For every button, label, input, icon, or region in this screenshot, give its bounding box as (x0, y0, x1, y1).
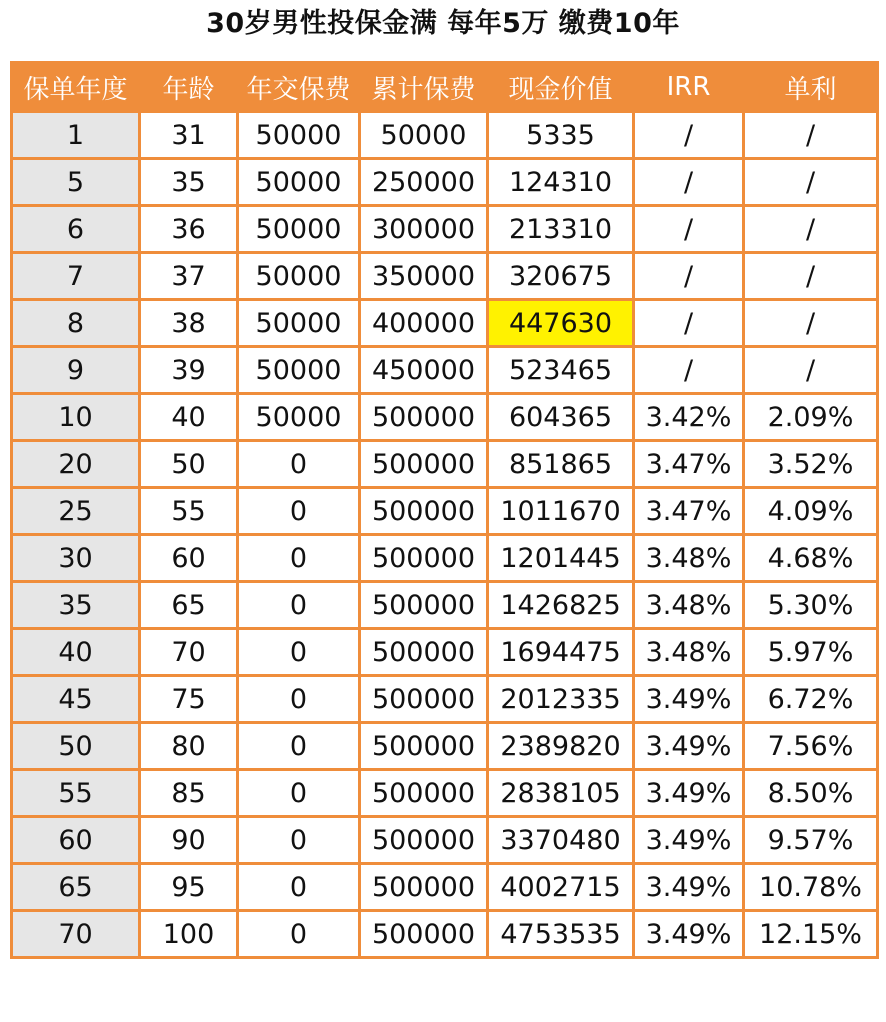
cumulative-premium-cell: 300000 (360, 206, 488, 253)
table-row (12, 394, 878, 441)
table-row (12, 535, 878, 582)
policy-year-cell: 20 (12, 441, 140, 488)
simple-interest-cell: 5.97% (744, 629, 878, 676)
age-cell: 80 (140, 723, 238, 770)
table-row (12, 723, 878, 770)
policy-year-cell: 45 (12, 676, 140, 723)
policy-year-cell: 8 (12, 300, 140, 347)
simple-interest-cell: / (744, 206, 878, 253)
simple-interest-cell: / (744, 112, 878, 159)
irr-cell: / (634, 300, 744, 347)
age-cell: 70 (140, 629, 238, 676)
column-header-policy-year: 保单年度 (12, 63, 140, 112)
column-header-age: 年龄 (140, 63, 238, 112)
cash-value-cell: 2012335 (488, 676, 634, 723)
policy-year-cell: 1 (12, 112, 140, 159)
irr-cell: 3.49% (634, 723, 744, 770)
cash-value-cell: 1694475 (488, 629, 634, 676)
column-header-simple-interest: 单利 (744, 63, 878, 112)
cumulative-premium-cell: 500000 (360, 770, 488, 817)
table-row (12, 206, 878, 253)
irr-cell: 3.42% (634, 394, 744, 441)
annual-premium-cell: 50000 (238, 394, 360, 441)
irr-cell: 3.48% (634, 535, 744, 582)
irr-cell: 3.47% (634, 488, 744, 535)
cumulative-premium-cell: 500000 (360, 441, 488, 488)
cumulative-premium-cell: 500000 (360, 817, 488, 864)
policy-year-cell: 25 (12, 488, 140, 535)
age-cell: 38 (140, 300, 238, 347)
age-cell: 100 (140, 911, 238, 958)
cumulative-premium-cell: 500000 (360, 582, 488, 629)
cash-value-cell: 2389820 (488, 723, 634, 770)
irr-cell: 3.48% (634, 629, 744, 676)
annual-premium-cell: 50000 (238, 159, 360, 206)
age-cell: 39 (140, 347, 238, 394)
annual-premium-cell: 0 (238, 723, 360, 770)
cumulative-premium-cell: 500000 (360, 629, 488, 676)
age-cell: 36 (140, 206, 238, 253)
policy-year-cell: 9 (12, 347, 140, 394)
annual-premium-cell: 0 (238, 582, 360, 629)
policy-year-cell: 30 (12, 535, 140, 582)
irr-cell: 3.49% (634, 770, 744, 817)
cumulative-premium-cell: 500000 (360, 488, 488, 535)
cumulative-premium-cell: 500000 (360, 535, 488, 582)
policy-year-cell: 35 (12, 582, 140, 629)
simple-interest-cell: 5.30% (744, 582, 878, 629)
age-cell: 40 (140, 394, 238, 441)
table-row (12, 629, 878, 676)
irr-cell: 3.49% (634, 911, 744, 958)
table-row (12, 441, 878, 488)
policy-year-cell: 40 (12, 629, 140, 676)
policy-year-cell: 7 (12, 253, 140, 300)
cash-value-cell: 604365 (488, 394, 634, 441)
cumulative-premium-cell: 500000 (360, 911, 488, 958)
annual-premium-cell: 0 (238, 817, 360, 864)
irr-cell: / (634, 206, 744, 253)
table-row (12, 770, 878, 817)
table-header-row (12, 63, 878, 112)
cash-value-cell: 1201445 (488, 535, 634, 582)
cumulative-premium-cell: 500000 (360, 676, 488, 723)
cash-value-cell: 447630 (488, 300, 634, 347)
age-cell: 90 (140, 817, 238, 864)
annual-premium-cell: 0 (238, 629, 360, 676)
irr-cell: / (634, 112, 744, 159)
irr-cell: / (634, 253, 744, 300)
irr-cell: 3.48% (634, 582, 744, 629)
annual-premium-cell: 50000 (238, 347, 360, 394)
age-cell: 95 (140, 864, 238, 911)
policy-year-cell: 55 (12, 770, 140, 817)
cumulative-premium-cell: 400000 (360, 300, 488, 347)
cumulative-premium-cell: 250000 (360, 159, 488, 206)
table-row (12, 864, 878, 911)
age-cell: 35 (140, 159, 238, 206)
column-header-cumulative-premium: 累计保费 (360, 63, 488, 112)
table-row (12, 347, 878, 394)
annual-premium-cell: 50000 (238, 253, 360, 300)
column-header-cash-value: 现金价值 (488, 63, 634, 112)
cumulative-premium-cell: 450000 (360, 347, 488, 394)
simple-interest-cell: 12.15% (744, 911, 878, 958)
cumulative-premium-cell: 500000 (360, 394, 488, 441)
table-row (12, 159, 878, 206)
table-row (12, 300, 878, 347)
age-cell: 31 (140, 112, 238, 159)
simple-interest-cell: 2.09% (744, 394, 878, 441)
table-row (12, 817, 878, 864)
simple-interest-cell: / (744, 300, 878, 347)
irr-cell: 3.49% (634, 817, 744, 864)
cash-value-cell: 4753535 (488, 911, 634, 958)
cash-value-cell: 523465 (488, 347, 634, 394)
simple-interest-cell: / (744, 253, 878, 300)
page-title: 30岁男性投保金满 每年5万 缴费10年 (206, 8, 680, 39)
cash-value-cell: 320675 (488, 253, 634, 300)
table-row (12, 488, 878, 535)
age-cell: 60 (140, 535, 238, 582)
simple-interest-cell: 9.57% (744, 817, 878, 864)
cash-value-cell: 3370480 (488, 817, 634, 864)
simple-interest-cell: 6.72% (744, 676, 878, 723)
table-row (12, 676, 878, 723)
age-cell: 50 (140, 441, 238, 488)
policy-year-cell: 65 (12, 864, 140, 911)
age-cell: 37 (140, 253, 238, 300)
cash-value-cell: 851865 (488, 441, 634, 488)
annual-premium-cell: 50000 (238, 112, 360, 159)
simple-interest-cell: 4.09% (744, 488, 878, 535)
annual-premium-cell: 0 (238, 911, 360, 958)
irr-cell: 3.49% (634, 676, 744, 723)
policy-year-cell: 5 (12, 159, 140, 206)
policy-year-cell: 60 (12, 817, 140, 864)
simple-interest-cell: / (744, 159, 878, 206)
annual-premium-cell: 0 (238, 441, 360, 488)
cash-value-cell: 2838105 (488, 770, 634, 817)
policy-year-cell: 70 (12, 911, 140, 958)
irr-cell: / (634, 159, 744, 206)
cash-value-table (10, 61, 879, 959)
simple-interest-cell: 4.68% (744, 535, 878, 582)
cash-value-cell: 213310 (488, 206, 634, 253)
annual-premium-cell: 0 (238, 676, 360, 723)
annual-premium-cell: 0 (238, 535, 360, 582)
age-cell: 85 (140, 770, 238, 817)
column-header-annual-premium: 年交保费 (238, 63, 360, 112)
cumulative-premium-cell: 350000 (360, 253, 488, 300)
cash-value-cell: 1011670 (488, 488, 634, 535)
policy-year-cell: 6 (12, 206, 140, 253)
irr-cell: 3.47% (634, 441, 744, 488)
table-row (12, 582, 878, 629)
cumulative-premium-cell: 50000 (360, 112, 488, 159)
annual-premium-cell: 0 (238, 864, 360, 911)
annual-premium-cell: 0 (238, 770, 360, 817)
policy-year-cell: 10 (12, 394, 140, 441)
simple-interest-cell: 8.50% (744, 770, 878, 817)
table-row (12, 112, 878, 159)
irr-cell: / (634, 347, 744, 394)
simple-interest-cell: 7.56% (744, 723, 878, 770)
cumulative-premium-cell: 500000 (360, 723, 488, 770)
age-cell: 55 (140, 488, 238, 535)
simple-interest-cell: / (744, 347, 878, 394)
cash-value-cell: 1426825 (488, 582, 634, 629)
table-row (12, 253, 878, 300)
annual-premium-cell: 50000 (238, 300, 360, 347)
column-header-irr: IRR (634, 63, 744, 112)
cash-value-cell: 5335 (488, 112, 634, 159)
cash-value-cell: 124310 (488, 159, 634, 206)
age-cell: 65 (140, 582, 238, 629)
irr-cell: 3.49% (634, 864, 744, 911)
cash-value-cell: 4002715 (488, 864, 634, 911)
age-cell: 75 (140, 676, 238, 723)
table-body (12, 112, 878, 958)
simple-interest-cell: 3.52% (744, 441, 878, 488)
policy-year-cell: 50 (12, 723, 140, 770)
annual-premium-cell: 50000 (238, 206, 360, 253)
cumulative-premium-cell: 500000 (360, 864, 488, 911)
annual-premium-cell: 0 (238, 488, 360, 535)
simple-interest-cell: 10.78% (744, 864, 878, 911)
table-row (12, 911, 878, 958)
